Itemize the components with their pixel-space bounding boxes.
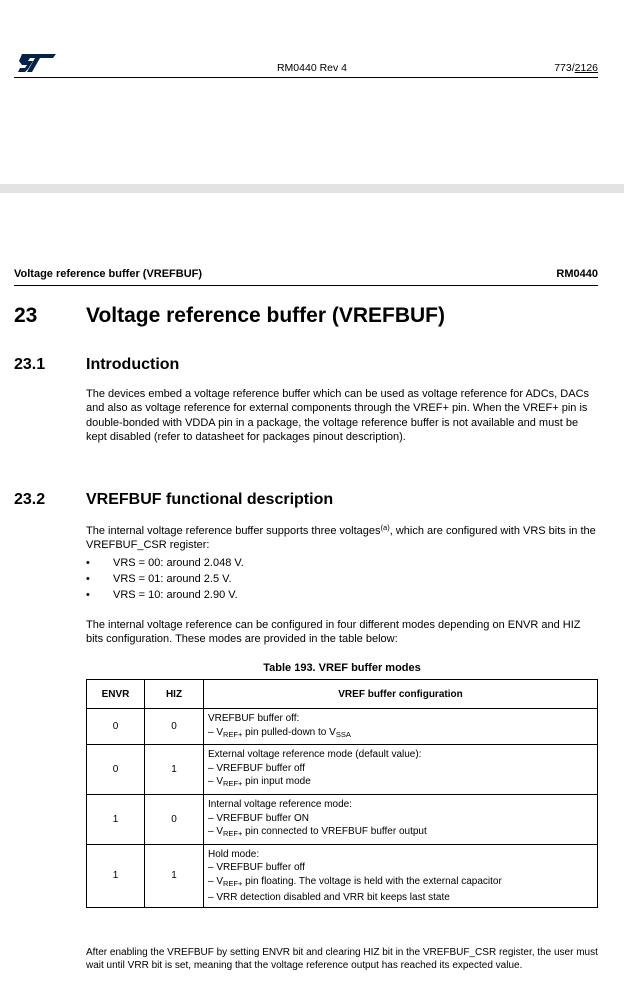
vref-modes-table bbox=[86, 679, 598, 908]
intro-title: Introduction bbox=[86, 356, 180, 373]
functional-paragraph-2: The internal voltage reference can be configured in four different modes depending on ENVR and HIZ bits configuration. These modes are provided in the table below: bbox=[86, 619, 581, 646]
table-row bbox=[87, 844, 598, 907]
section-header-title: Voltage reference buffer (VREFBUF) bbox=[14, 268, 203, 280]
cell-envr: 1 bbox=[87, 794, 145, 844]
table-row bbox=[87, 794, 598, 844]
chapter-number: 23 bbox=[14, 304, 38, 327]
table-caption: Table 193. VREF buffer modes bbox=[263, 662, 421, 674]
cell-hiz: 0 bbox=[145, 794, 204, 844]
functional-title: VREFBUF functional description bbox=[86, 491, 334, 508]
page-number: 773/2126 bbox=[554, 62, 598, 74]
column-header-envr: ENVR bbox=[87, 680, 145, 709]
cell-envr: 0 bbox=[87, 745, 145, 795]
header-rule bbox=[14, 77, 598, 78]
section-header-rule bbox=[14, 285, 598, 286]
list-item: • VRS = 10: around 2.90 V. bbox=[86, 589, 238, 601]
cell-config: VREFBUF buffer off: – $V_{REF+}$ pin pulled-down to $V_{SSA}$ bbox=[204, 709, 598, 745]
cell-config: Internal voltage reference mode: – VREFBUF buffer ON – $V_{REF+}$ pin connected to VREFBUF buffer output bbox=[204, 794, 598, 844]
voltage-list bbox=[86, 555, 586, 603]
cell-envr: 0 bbox=[87, 709, 145, 745]
column-header-config: VREF buffer configuration bbox=[204, 680, 598, 709]
table-row bbox=[87, 709, 598, 745]
functional-paragraph-1: The internal voltage reference buffer supports three voltages$^{(a)}$, which are configured with VRS bits in the VREFBUF_CSR register: bbox=[86, 523, 596, 552]
functional-number: 23.2 bbox=[14, 491, 46, 508]
section-header-ref: RM0440 bbox=[556, 268, 598, 280]
page-separator bbox=[0, 184, 624, 193]
intro-number: 23.1 bbox=[14, 356, 46, 373]
cell-envr: 1 bbox=[87, 844, 145, 907]
bullet-icon: • bbox=[86, 589, 90, 601]
cell-hiz: 0 bbox=[145, 709, 204, 745]
footnote-ref[interactable]: (a) bbox=[380, 523, 390, 532]
list-item: • VRS = 01: around 2.5 V. bbox=[86, 573, 232, 585]
after-table-paragraph: After enabling the VREFBUF by setting ENVR bit and clearing HIZ bit in the VREFBUF_CSR register, the user must wait until VRR bit is set, meaning that the voltage reference output has reached its expected value. bbox=[86, 947, 598, 971]
bullet-icon: • bbox=[86, 557, 90, 569]
intro-paragraph: The devices embed a voltage reference buffer which can be used as voltage reference for ADCs, DACs and also as voltage reference for external components through the VREF+ pin. When the VREF+ pin is double-bonded with VDDA pin in a package, the voltage reference buffer is not available and must be kept disabled (refer to datasheet for packages pinout description). bbox=[86, 388, 590, 444]
column-header-hiz: HIZ bbox=[145, 680, 204, 709]
table-header-row bbox=[87, 680, 598, 709]
bullet-icon: • bbox=[86, 573, 90, 585]
chapter-title: Voltage reference buffer (VREFBUF) bbox=[86, 304, 445, 327]
table-row bbox=[87, 745, 598, 795]
total-pages-link[interactable]: 2126 bbox=[574, 62, 598, 74]
cell-hiz: 1 bbox=[145, 745, 204, 795]
cell-hiz: 1 bbox=[145, 844, 204, 907]
list-item: • VRS = 00: around 2.048 V. bbox=[86, 557, 244, 569]
cell-config: Hold mode: – VREFBUF buffer off – $V_{REF+}$ pin floating. The voltage is held with the external capacitor – VRR detection disabled and VRR bit keeps last state bbox=[204, 844, 598, 907]
doc-reference: RM0440 Rev 4 bbox=[276, 62, 348, 74]
cell-config: External voltage reference mode (default value): – VREFBUF buffer off – $V_{REF+}$ pin input mode bbox=[204, 745, 598, 795]
